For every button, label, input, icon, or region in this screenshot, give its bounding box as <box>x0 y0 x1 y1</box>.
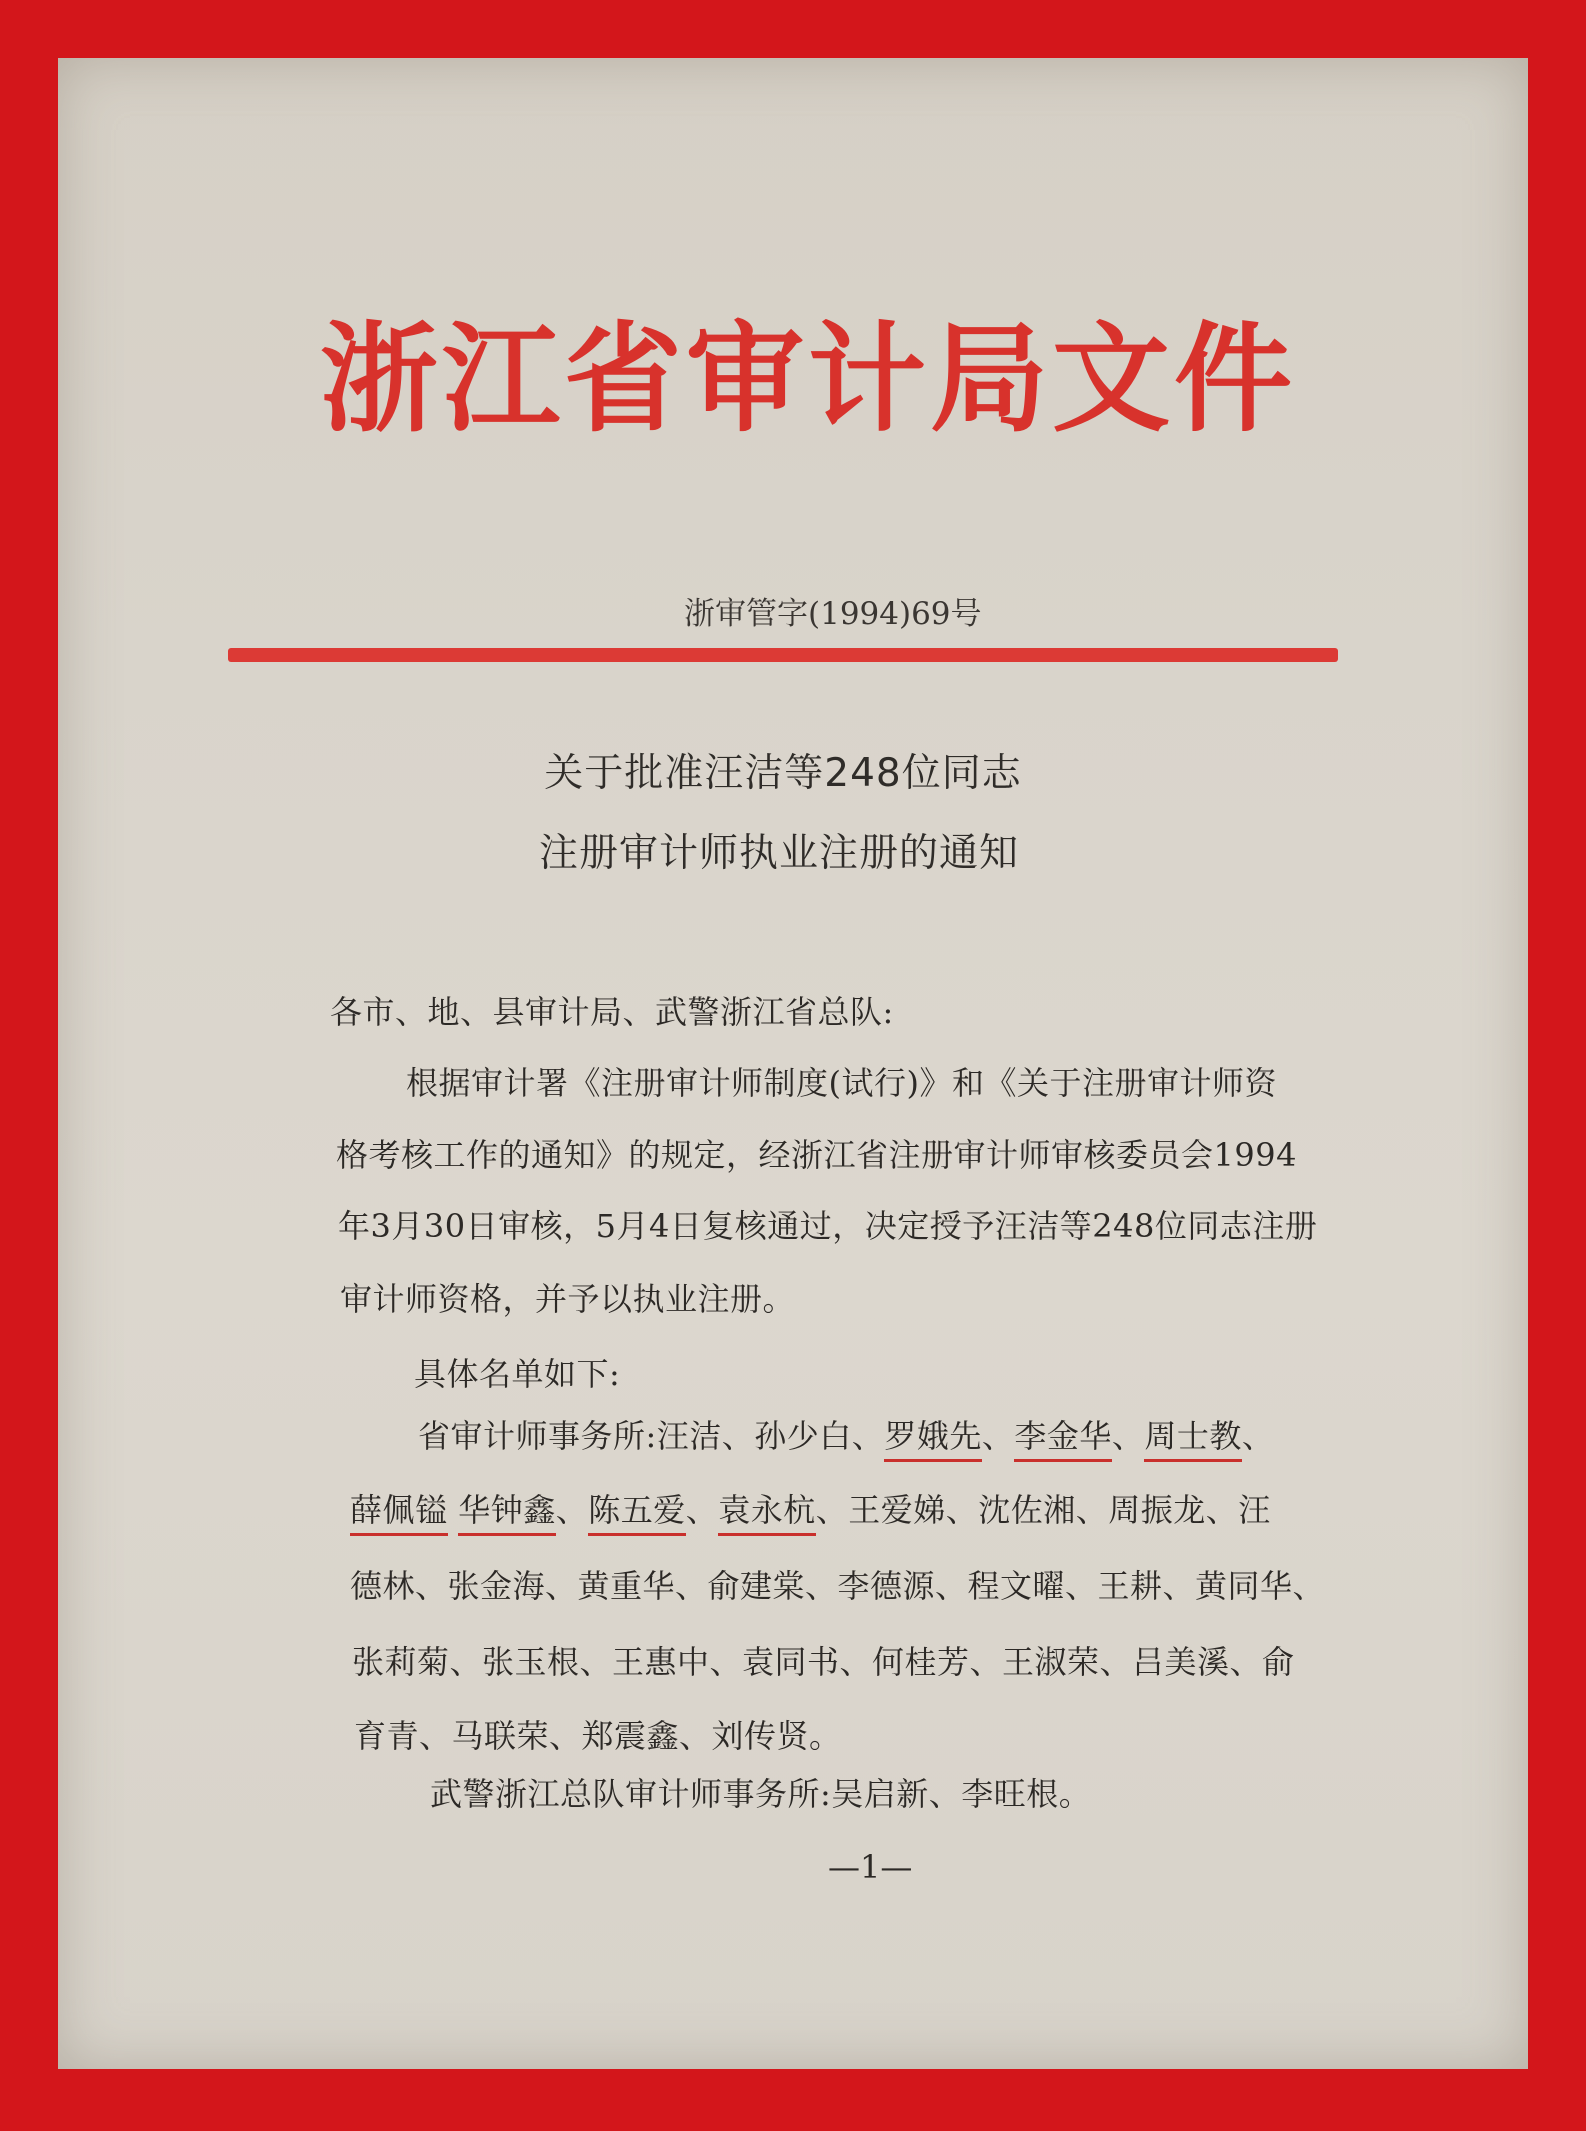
separator: 、 <box>981 1417 1015 1455</box>
underlined-name: 薛佩镒 <box>350 1491 448 1536</box>
office-1-prefix: 省审计师事务所: <box>418 1417 657 1455</box>
body-line-3: 年3月30日审核，5月4日复核通过，决定授予汪洁等248位同志注册 <box>338 1207 1318 1245</box>
name-list-segment: 、王爱娣、沈佐湘、周振龙、汪 <box>815 1491 1271 1529</box>
underlined-name: 李金华 <box>1014 1417 1112 1462</box>
office-1-line-1 <box>418 1417 1275 1455</box>
list-intro: 具体名单如下: <box>414 1355 621 1393</box>
subject-line-1: 关于批准汪洁等248位同志 <box>544 751 1022 796</box>
name-list-segment: 汪洁、孙少白、 <box>656 1417 885 1455</box>
body-line-4: 审计师资格，并予以执业注册。 <box>340 1280 796 1318</box>
separator: 、 <box>555 1491 589 1529</box>
underlined-name: 周士教 <box>1144 1417 1242 1462</box>
subject-line-2: 注册审计师执业注册的通知 <box>538 831 1019 876</box>
separator: 、 <box>1111 1417 1145 1455</box>
office-2-line: 武警浙江总队审计师事务所:吴启新、李旺根。 <box>430 1775 1092 1813</box>
office-1-line-4: 张莉菊、张玉根、王惠中、袁同书、何桂芳、王淑荣、吕美溪、俞 <box>352 1643 1295 1681</box>
salutation: 各市、地、县审计局、武警浙江省总队: <box>330 993 894 1031</box>
body-line-1: 根据审计署《注册审计师制度(试行)》和《关于注册审计师资 <box>406 1064 1277 1102</box>
office-1-line-5: 育青、马联荣、郑震鑫、刘传贤。 <box>354 1717 842 1755</box>
header-divider <box>228 648 1338 662</box>
body-line-2: 格考核工作的通知》的规定，经浙江省注册审计师审核委员会1994 <box>336 1136 1297 1174</box>
separator: 、 <box>685 1491 719 1529</box>
office-1-line-2 <box>350 1491 1271 1529</box>
underlined-name: 华钟鑫 <box>458 1491 556 1536</box>
page-number: —1— <box>828 1848 913 1886</box>
underlined-name: 袁永杭 <box>718 1491 816 1536</box>
document-header-title: 浙江省审计局文件 <box>320 310 1297 448</box>
underlined-name: 罗娥先 <box>884 1417 982 1462</box>
document-number: 浙审管字(1994)69号 <box>684 596 982 632</box>
separator <box>448 1491 459 1529</box>
office-1-line-3: 德林、张金海、黄重华、俞建棠、李德源、程文曜、王耕、黄同华、 <box>350 1567 1326 1605</box>
underlined-name: 陈五爱 <box>588 1491 686 1536</box>
separator: 、 <box>1241 1417 1275 1455</box>
